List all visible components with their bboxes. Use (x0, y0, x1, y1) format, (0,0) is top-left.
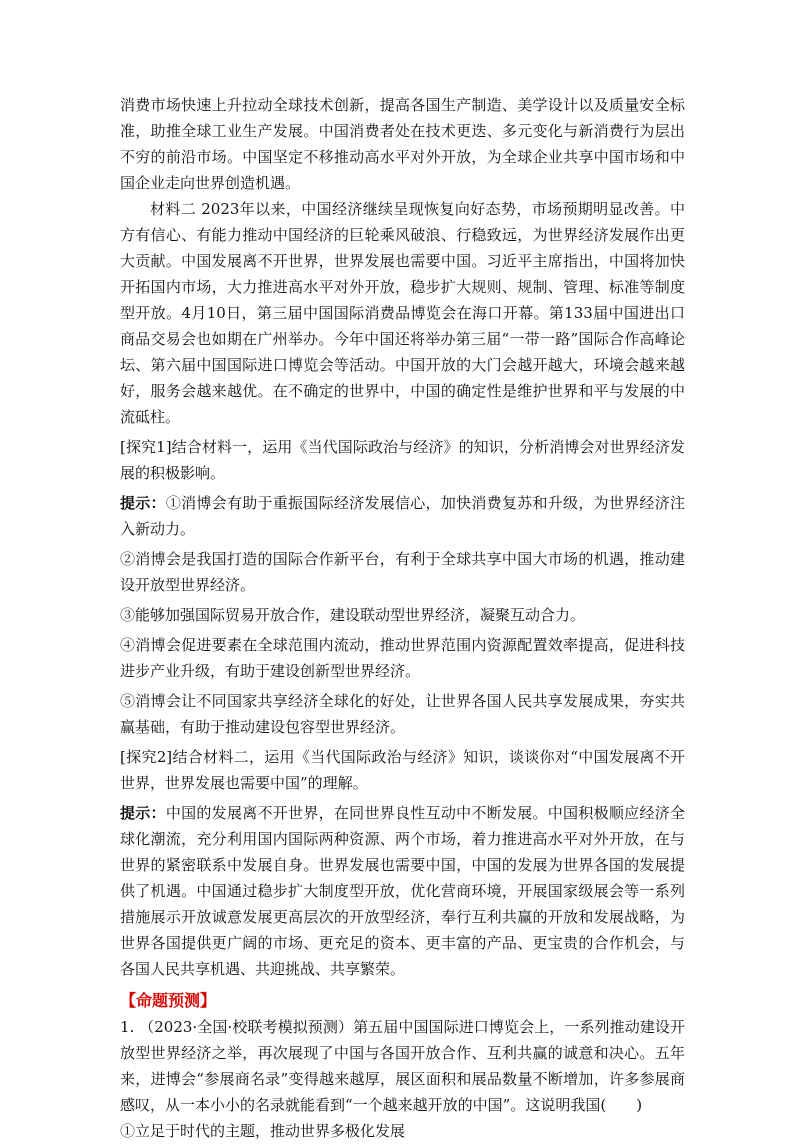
explore1-hint-label: 提示： (120, 494, 166, 512)
question-1-stem: 1. （2023·全国·校联考模拟预测）第五届中国国际进口博览会上，一系列推动建设开放型世界经济之举，再次展现了中国与各国开放合作、互利共赢的诚意和决心。五年来，进博会“参展商名录”变得越来越厚，展区面积和展品数量不断增加，许多参展商感叹，从一本小小的名录就能看到“一个越来越开放的中国”。这说明我国( ) (120, 1018, 685, 1114)
explore1-tag: [探究1] (120, 438, 172, 456)
explore2-answer-text: 中国的发展离不开世界，在同世界良性互动中不断发展。中国积极顺应经济全球化潮流，充分利用国内国际两种资源、两个市场，着力推进高水平对外开放，在与世界的紧密联系中发展自身。世界发展也需要中国，中国的发展为世界各国的发展提供了机遇。中国通过稳步扩大制度型开放，优化营商环境，开展国家级展会等一系列措施展示开放诚意发展更高层次的开放型经济，奉行互利共赢的开放和发展战略，为世界各国提供更广阔的市场、更充足的资本、更丰富的产品、更宝贵的合作机会，与各国人民共享机遇、共迎挑战、共享繁荣。 (120, 804, 685, 978)
explore2-question (120, 744, 685, 796)
explore1-question-text: 结合材料一，运用《当代国际政治与经济》的知识，分析消博会对世界经济发展的积极影响。 (120, 438, 685, 482)
material-one-paragraph: 消费市场快速上升拉动全球技术创新，提高各国生产制造、美学设计以及质量安全标准，助推全球工业生产发展。中国消费者处在技术更迭、多元变化与新消费行为层出不穷的前沿市场。中国坚定不移推动高水平对外开放，为全球企业共享中国市场和中国企业走向世界创造机遇。 (120, 96, 685, 192)
explore2-hint-label: 提示： (120, 804, 166, 822)
explore1-hint-point-5: ⑤消博会让不同国家共享经济全球化的好处，让世界各国人民共享发展成果，夯实共赢基础，有助于推动建设包容型世界经济。 (120, 692, 685, 736)
explore1-hint-point-1 (120, 490, 685, 542)
explore2-tag: [探究2] (120, 748, 173, 766)
material-two-paragraph: 材料二 2023年以来，中国经济继续呈现恢复向好态势，市场预期明显改善。中方有信心、有能力推动中国经济的巨轮乘风破浪、行稳致远，为世界经济发展作出更大贡献。中国发展离不开世界，世界发展也需要中国。习近平主席指出，中国将加快开拓国内市场，大力推进高水平对外开放，稳步扩大规则、规制、管理、标准等制度型开放。4月10日，第三届中国国际消费品博览会在海口开幕。第133届中国进出口商品交易会也如期在广州举办。今年中国还将举办第三届“一带一路”国际合作高峰论坛、第六届中国国际进口博览会等活动。中国开放的大门会越开越大，环境会越来越好，服务会越来越优。在不确定的世界中，中国的确定性是维护世界和平与发展的中流砥柱。 (120, 200, 685, 426)
explore2-answer (120, 800, 685, 982)
forecast-heading: 【命题预测】 (120, 991, 217, 1010)
explore1-point-1-text: ①消博会有助于重振国际经济发展信心，加快消费复苏和升级，为世界经济注入新动力。 (120, 494, 685, 538)
explore1-question (120, 434, 685, 486)
question-1-option-1: ①立足于时代的主题，推动世界多极化发展 (120, 1122, 406, 1140)
explore2-question-text: 结合材料二，运用《当代国际政治与经济》知识，谈谈你对“中国发展离不开世界，世界发展也需要中国”的理解。 (120, 748, 685, 792)
document-body (120, 92, 685, 1144)
explore1-hint-point-3: ③能够加强国际贸易开放合作，建设联动型世界经济，凝聚互动合力。 (120, 606, 586, 624)
explore1-hint-point-2: ②消博会是我国打造的国际合作新平台，有利于全球共享中国大市场的机遇，推动建设开放型世界经济。 (120, 550, 685, 594)
explore1-hint-point-4: ④消博会促进要素在全球范围内流动，推动世界范围内资源配置效率提高，促进科技进步产业升级，有助于建设创新型世界经济。 (120, 636, 685, 680)
